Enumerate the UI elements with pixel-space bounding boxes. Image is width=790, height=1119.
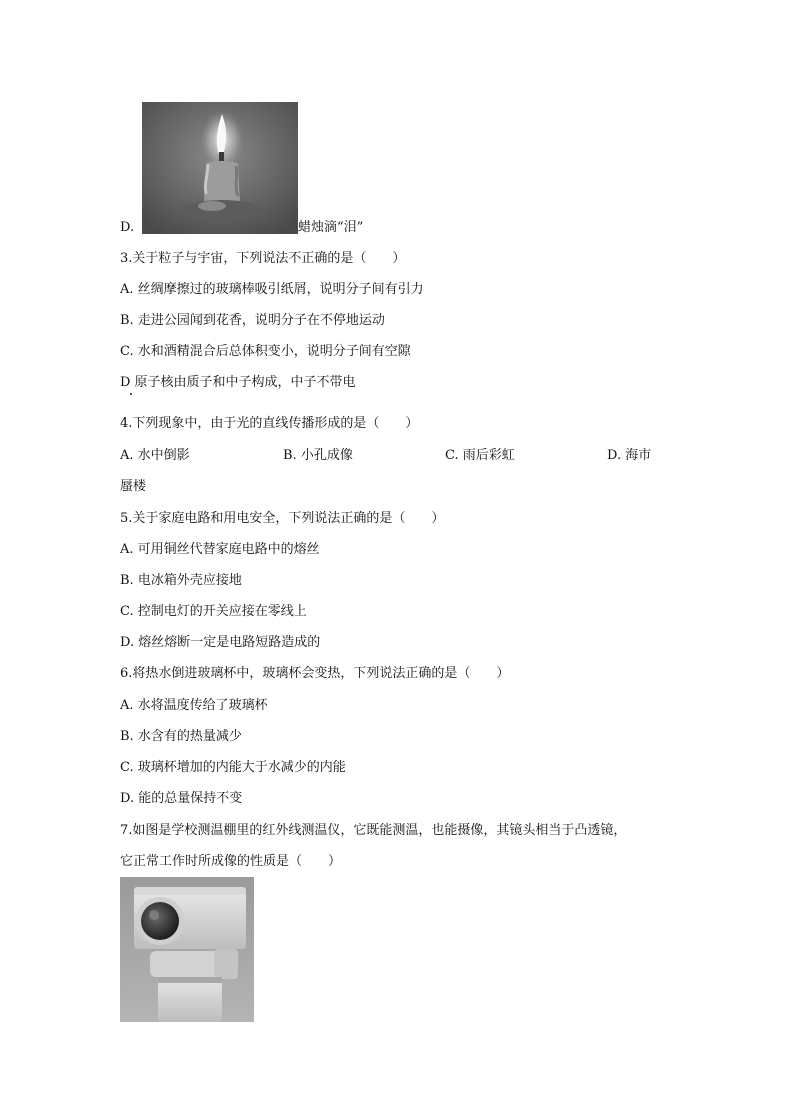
q7-stem-line1: 7.如图是学校测温棚里的红外线测温仪，它既能测温，也能摄像，其镜头相当于凸透镜，: [120, 823, 627, 838]
q6-option-b: B. 水含有的热量减少: [120, 729, 242, 744]
q2-option-d-letter: D.: [120, 220, 135, 235]
stray-dot: [130, 393, 132, 395]
q4-stem: 4.下列现象中，由于光的直线传播形成的是（ ）: [120, 416, 419, 431]
q6-option-a: A. 水将温度传给了玻璃杯: [120, 698, 268, 713]
q3-option-a: A. 丝绸摩擦过的玻璃棒吸引纸屑，说明分子间有引力: [120, 282, 424, 297]
q4-option-d-wrap: 蜃楼: [120, 479, 147, 494]
q4-option-a: A. 水中倒影: [120, 448, 190, 463]
q6-option-d: D. 能的总量保持不变: [120, 791, 243, 806]
q4-option-d: D. 海市: [607, 448, 652, 463]
candle-photo-icon: [142, 102, 298, 234]
infrared-camera-photo-icon: [120, 877, 254, 1022]
q3-option-b: B. 走进公园闻到花香，说明分子在不停地运动: [120, 313, 385, 328]
q5-stem: 5.关于家庭电路和用电安全，下列说法正确的是（ ）: [120, 511, 445, 526]
q3-option-d: D 原子核由质子和中子构成，中子不带电: [120, 375, 356, 390]
q5-option-a: A. 可用铜丝代替家庭电路中的熔丝: [120, 542, 320, 557]
q6-option-c: C. 玻璃杯增加的内能大于水减少的内能: [120, 760, 346, 775]
q3-stem: 3.关于粒子与宇宙，下列说法不正确的是（ ）: [120, 251, 406, 266]
q3-option-c: C. 水和酒精混合后总体积变小，说明分子间有空隙: [120, 344, 411, 359]
q4-option-b: B. 小孔成像: [283, 448, 353, 463]
q5-option-d: D. 熔丝熔断一定是电路短路造成的: [120, 635, 321, 650]
q6-stem: 6.将热水倒进玻璃杯中，玻璃杯会变热，下列说法正确的是（ ）: [120, 666, 510, 681]
q4-option-c: C. 雨后彩虹: [445, 448, 515, 463]
q5-option-c: C. 控制电灯的开关应接在零线上: [120, 604, 307, 619]
q7-stem-line2: 它正常工作时所成像的性质是（ ）: [120, 854, 342, 869]
q5-option-b: B. 电冰箱外壳应接地: [120, 573, 242, 588]
q2-option-d-caption: 蜡烛滴“泪”: [298, 220, 364, 235]
